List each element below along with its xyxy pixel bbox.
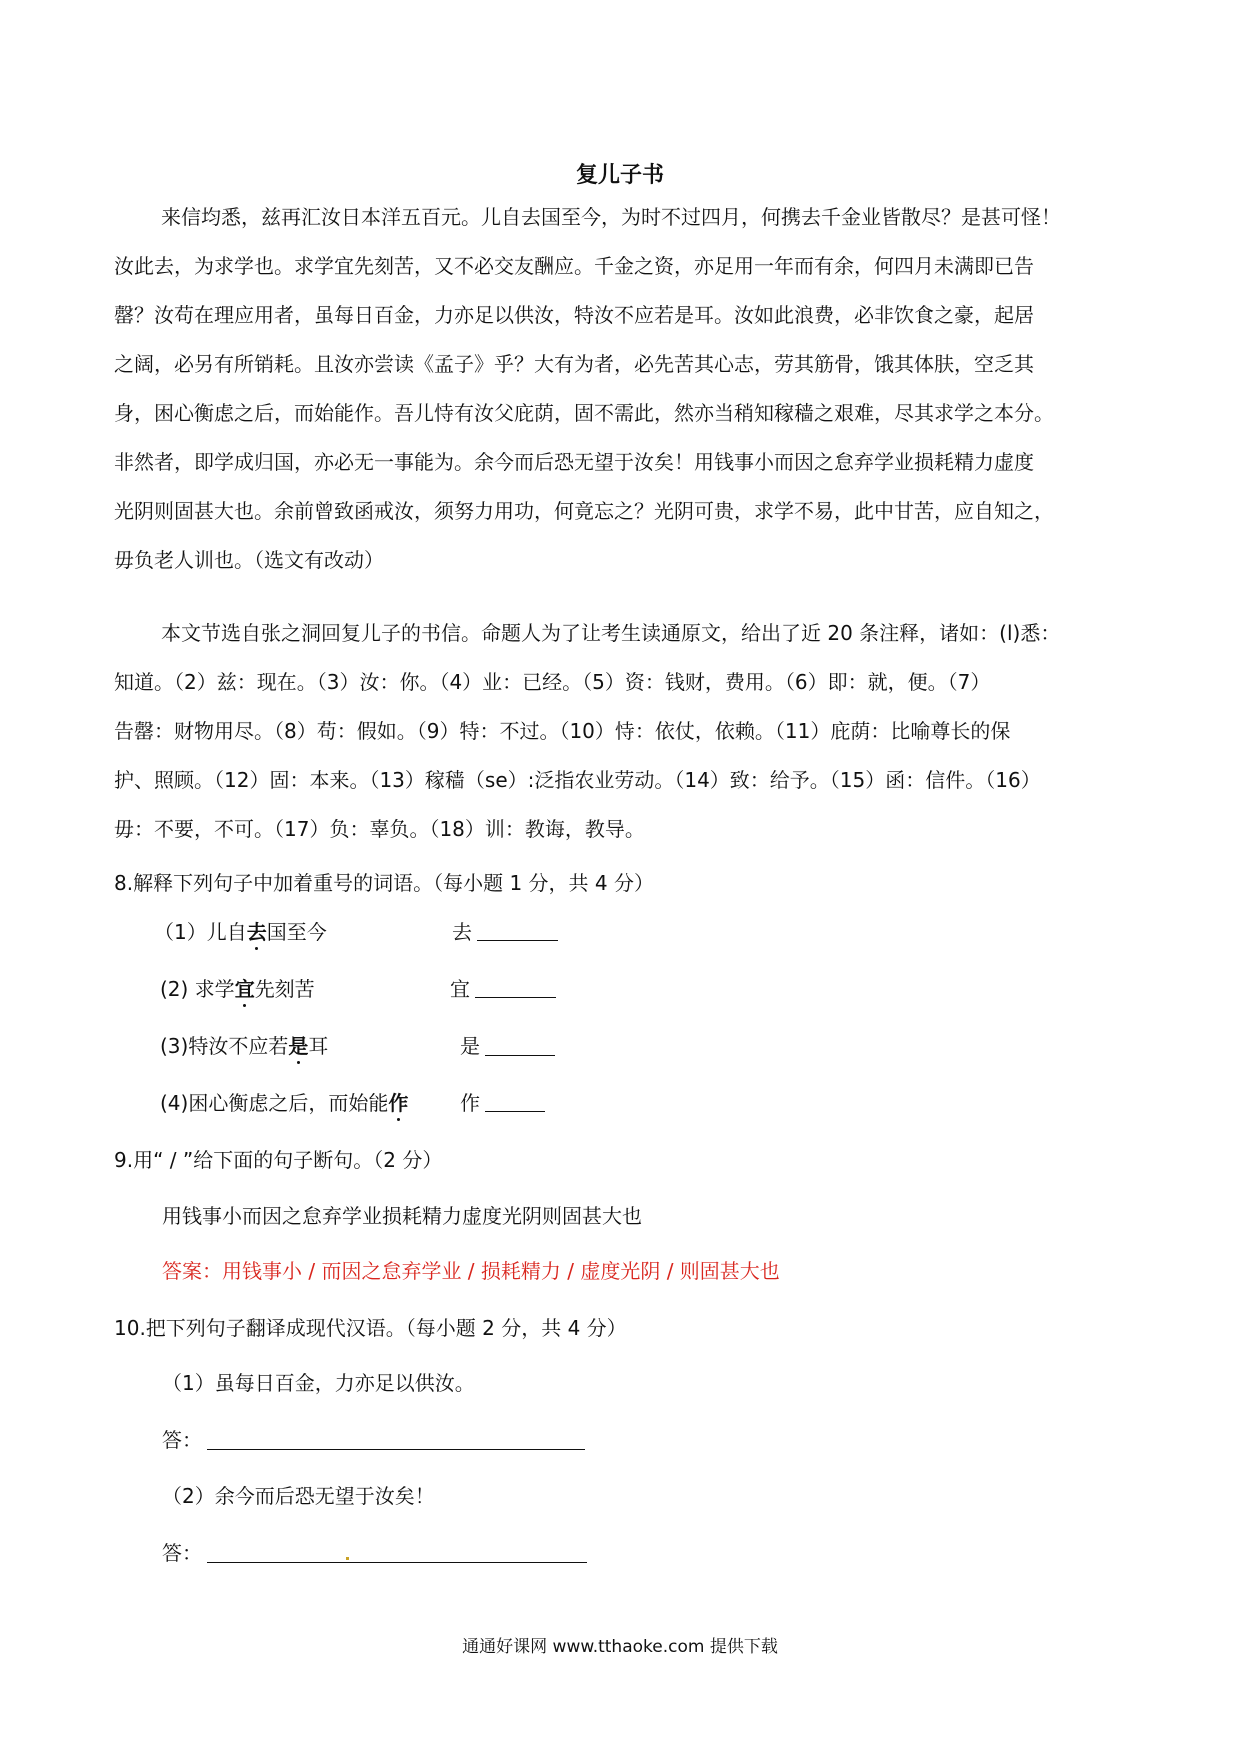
question-9-answer: 答案：用钱事小 / 而因之怠弃学业 / 损耗精力 / 虚度光阴 / 则固甚大也 — [162, 1259, 780, 1283]
question-8-item — [160, 1030, 328, 1059]
stray-mark — [346, 1557, 349, 1560]
item-text-after: 耳 — [308, 1034, 329, 1058]
emphasized-word: 是 — [288, 1034, 309, 1058]
passage-line: 罄？汝苟在理应用者，虽每日百金，力亦足以供汝，特汝不应若是耳。汝如此浪费，必非饮食之豪，起居 — [114, 303, 1034, 327]
notes-line: 本文节选自张之洞回复儿子的书信。命题人为了让考生读通原文，给出了近 20 条注释，诸如：(l)悉： — [161, 621, 1061, 645]
question-8-item — [160, 973, 315, 1002]
passage-line: 光阴则固甚大也。余前曾致函戒汝，须努力用功，何竟忘之？光阴可贵，求学不易，此中甘苦，应自知之， — [114, 499, 1054, 523]
answer-label: 答： — [162, 1428, 202, 1452]
emphasized-word: 作 — [388, 1091, 409, 1115]
notes — [114, 609, 1126, 854]
passage-line: 汝此去，为求学也。求学宜先刻苦，又不必交友酬应。千金之资，亦足用一年而有余，何四月未满即已告 — [114, 254, 1034, 278]
footer-source: 通通好课网 www.tthaoke.com 提供下载 — [462, 1637, 778, 1657]
answer-blank[interactable] — [207, 1562, 587, 1563]
notes-line: 知道。（2）兹：现在。（3）汝：你。（4）业：已经。（5）资：钱财，费用。（6）即：就，便。（7） — [114, 670, 991, 694]
question-10-item: （2）余今而后恐无望于汝矣！ — [162, 1484, 435, 1508]
answer-blank[interactable] — [485, 1055, 555, 1056]
question-10-stem: 10.把下列句子翻译成现代汉语。（每小题 2 分，共 4 分） — [114, 1316, 627, 1340]
passage-line: 毋负老人训也。（选文有改动） — [114, 548, 384, 572]
item-text-after: 国至今 — [266, 920, 327, 944]
item-text-before: (4)困心衡虑之后，而始能 — [160, 1091, 389, 1115]
notes-line: 护、照顾。（12）固：本来。（13）稼穑（se）:泛指农业劳动。（14）致：给予。（15）函：信件。（16） — [114, 768, 1041, 792]
answer-blank[interactable] — [485, 1111, 545, 1112]
answer-label: 答： — [162, 1541, 202, 1565]
blank-label: 去 — [452, 920, 472, 944]
question-9-stem: 9.用“ / ”给下面的句子断句。（2 分） — [114, 1148, 443, 1172]
passage-line: 身，困心衡虑之后，而始能作。吾儿恃有汝父庇荫，固不需此，然亦当稍知稼穑之艰难，尽其求学之本分。 — [114, 401, 1054, 425]
answer-blank[interactable] — [475, 997, 556, 998]
emphasized-word: 宜 — [234, 977, 255, 1001]
notes-line: 告罄：财物用尽。（8）苟：假如。（9）特：不过。（10）恃：依仗，依赖。（11）庇荫：比喻尊长的保 — [114, 719, 1011, 743]
page-title: 复儿子书 — [575, 163, 664, 188]
item-text-before: (3)特汝不应若 — [160, 1034, 289, 1058]
item-text-before: (2) 求学 — [160, 977, 235, 1001]
passage — [114, 193, 1126, 585]
question-10-item: （1）虽每日百金，力亦足以供汝。 — [162, 1371, 475, 1395]
answer-blank[interactable] — [207, 1449, 585, 1450]
blank-label: 宜 — [450, 977, 470, 1001]
question-9-sentence: 用钱事小而因之怠弃学业损耗精力虚度光阴则固甚大也 — [162, 1204, 642, 1228]
question-8-item — [154, 916, 327, 945]
item-text-after: 先刻苦 — [254, 977, 315, 1001]
passage-line: 之阔，必另有所销耗。且汝亦尝读《孟子》乎？大有为者，必先苦其心志，劳其筋骨，饿其体肤，空乏其 — [114, 352, 1034, 376]
question-8-item — [160, 1087, 408, 1116]
passage-line: 来信均悉，兹再汇汝日本洋五百元。儿自去国至今，为时不过四月，何携去千金业皆散尽？是甚可怪！ — [161, 205, 1061, 229]
question-8-stem: 8.解释下列句子中加着重号的词语。（每小题 1 分，共 4 分） — [114, 871, 654, 895]
blank-label: 作 — [460, 1091, 480, 1115]
item-text-before: （1）儿自 — [154, 920, 247, 944]
answer-blank[interactable] — [477, 940, 558, 941]
emphasized-word: 去 — [246, 920, 267, 944]
passage-line: 非然者，即学成归国，亦必无一事能为。余今而后恐无望于汝矣！用钱事小而因之怠弃学业损耗精力虚度 — [114, 450, 1034, 474]
notes-line: 毋：不要，不可。（17）负：辜负。（18）训：教诲，教导。 — [114, 817, 645, 841]
blank-label: 是 — [460, 1034, 480, 1058]
